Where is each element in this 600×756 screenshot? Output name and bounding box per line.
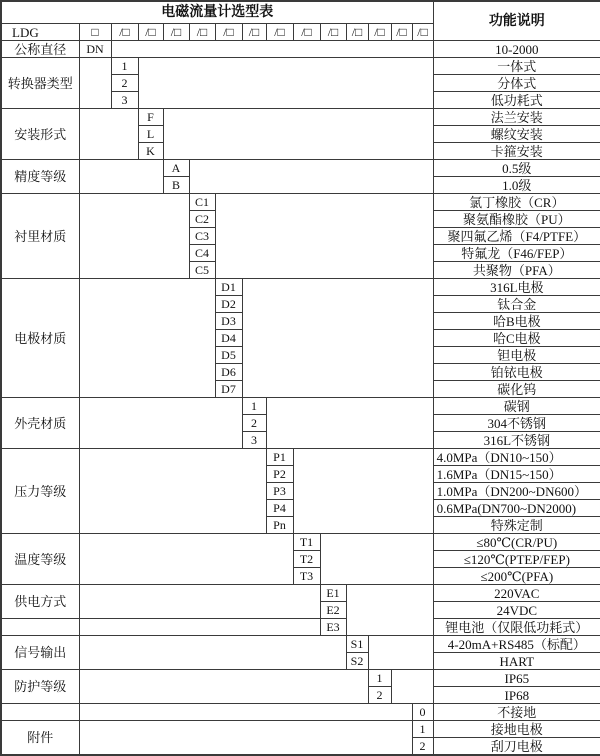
spacer-cell — [293, 500, 433, 517]
desc-cell: 1.0MPa（DN200~DN600） — [433, 483, 600, 500]
code-cell: L — [138, 126, 163, 143]
desc-cell: 接地电极 — [433, 721, 600, 738]
model-code-slot: /□ — [391, 24, 412, 41]
spacer-cell — [242, 330, 433, 347]
model-prefix: LDG — [1, 24, 79, 41]
spacer-cell — [242, 347, 433, 364]
code-cell: D3 — [215, 313, 242, 330]
spacer-cell — [79, 585, 320, 619]
spacer-cell — [391, 670, 433, 687]
category-label: 精度等级 — [1, 160, 79, 194]
spacer-cell — [79, 279, 215, 398]
desc-cell: 分体式 — [433, 75, 600, 92]
spacer-cell — [189, 177, 433, 194]
code-cell: S1 — [346, 636, 368, 653]
spacer-cell — [79, 721, 412, 756]
desc-cell: 304不锈钢 — [433, 415, 600, 432]
desc-cell: 刮刀电极 — [433, 738, 600, 756]
table-title: 电磁流量计选型表 — [1, 1, 433, 24]
desc-cell: 316L电极 — [433, 279, 600, 296]
spacer-cell — [242, 381, 433, 398]
desc-cell: 聚四氟乙烯（F4/PTFE） — [433, 228, 600, 245]
spacer-cell — [391, 687, 433, 704]
desc-cell: 特殊定制 — [433, 517, 600, 534]
desc-cell: 哈B电极 — [433, 313, 600, 330]
desc-cell: 聚氨酯橡胶（PU） — [433, 211, 600, 228]
desc-cell: 1.6MPa（DN15~150） — [433, 466, 600, 483]
code-cell: D5 — [215, 347, 242, 364]
code-cell: T2 — [293, 551, 320, 568]
category-label: 附件 — [1, 721, 79, 756]
spacer-cell — [320, 534, 433, 551]
spacer-cell — [242, 364, 433, 381]
desc-cell: 碳化钨 — [433, 381, 600, 398]
spacer-cell — [163, 109, 433, 126]
spacer-cell — [215, 211, 433, 228]
desc-cell: ≤120℃(PTEP/FEP) — [433, 551, 600, 568]
spacer-cell — [79, 534, 293, 585]
code-cell: C1 — [189, 194, 215, 211]
code-cell: T3 — [293, 568, 320, 585]
code-cell: C3 — [189, 228, 215, 245]
desc-cell: 316L不锈钢 — [433, 432, 600, 449]
code-cell: F — [138, 109, 163, 126]
desc-cell: 法兰安装 — [433, 109, 600, 126]
spacer-cell — [163, 126, 433, 143]
model-code-slot: /□ — [242, 24, 266, 41]
category-label: 转换器类型 — [1, 58, 79, 109]
code-cell: 1 — [111, 58, 138, 75]
function-header: 功能说明 — [433, 1, 600, 41]
code-cell: B — [163, 177, 189, 194]
spacer-cell — [79, 398, 242, 449]
code-cell: 1 — [242, 398, 266, 415]
code-cell: 0 — [412, 704, 433, 721]
spacer-cell — [138, 58, 433, 75]
desc-cell: ≤80℃(CR/PU) — [433, 534, 600, 551]
model-code-slot: /□ — [320, 24, 346, 41]
spacer-cell — [368, 636, 433, 653]
model-code-slot: /□ — [138, 24, 163, 41]
desc-cell: 铂铱电极 — [433, 364, 600, 381]
category-label-empty — [1, 619, 79, 636]
spacer-cell — [242, 296, 433, 313]
model-code-slot: /□ — [412, 24, 433, 41]
desc-cell: 10-2000 — [433, 41, 600, 58]
category-label: 供电方式 — [1, 585, 79, 619]
code-cell: C2 — [189, 211, 215, 228]
spacer-cell — [293, 449, 433, 466]
desc-cell: IP68 — [433, 687, 600, 704]
code-cell: E2 — [320, 602, 346, 619]
code-cell: E3 — [320, 619, 346, 636]
code-cell: Pn — [266, 517, 293, 534]
spacer-cell — [79, 619, 320, 636]
spacer-cell — [79, 704, 412, 721]
desc-cell: 氯丁橡胶（CR） — [433, 194, 600, 211]
code-cell: 1 — [412, 721, 433, 738]
desc-cell: 特氟龙（F46/FEP） — [433, 245, 600, 262]
code-cell: 1 — [368, 670, 391, 687]
spacer-cell — [215, 194, 433, 211]
spacer-cell — [111, 41, 433, 58]
code-cell: DN — [79, 41, 111, 58]
code-cell: 2 — [412, 738, 433, 756]
model-code-slot: /□ — [189, 24, 215, 41]
category-label: 信号输出 — [1, 636, 79, 670]
spacer-cell — [79, 58, 111, 109]
model-code-slot: /□ — [163, 24, 189, 41]
category-label: 温度等级 — [1, 534, 79, 585]
spacer-cell — [79, 670, 368, 704]
desc-cell: 0.5级 — [433, 160, 600, 177]
code-cell: C5 — [189, 262, 215, 279]
model-code-slot: /□ — [293, 24, 320, 41]
desc-cell: 一体式 — [433, 58, 600, 75]
spacer-cell — [368, 653, 433, 670]
spacer-cell — [293, 466, 433, 483]
model-code-slot: /□ — [368, 24, 391, 41]
desc-cell: 220VAC — [433, 585, 600, 602]
desc-cell: IP65 — [433, 670, 600, 687]
spacer-cell — [293, 483, 433, 500]
code-cell: 3 — [111, 92, 138, 109]
desc-cell: 0.6MPa(DN700~DN2000) — [433, 500, 600, 517]
spacer-cell — [79, 636, 346, 670]
desc-cell: 低功耗式 — [433, 92, 600, 109]
spacer-cell — [215, 262, 433, 279]
desc-cell: 4.0MPa（DN10~150） — [433, 449, 600, 466]
category-label: 衬里材质 — [1, 194, 79, 279]
desc-cell: 共聚物（PFA） — [433, 262, 600, 279]
spacer-cell — [242, 279, 433, 296]
code-cell: D2 — [215, 296, 242, 313]
model-code-slot: /□ — [346, 24, 368, 41]
code-cell: 2 — [368, 687, 391, 704]
model-box-slot: □ — [79, 24, 111, 41]
spacer-cell — [138, 92, 433, 109]
code-cell: D6 — [215, 364, 242, 381]
desc-cell: 24VDC — [433, 602, 600, 619]
spacer-cell — [266, 432, 433, 449]
category-label: 电极材质 — [1, 279, 79, 398]
spacer-cell — [346, 602, 433, 619]
code-cell: 2 — [111, 75, 138, 92]
category-label: 安装形式 — [1, 109, 79, 160]
code-cell: C4 — [189, 245, 215, 262]
desc-cell: 1.0级 — [433, 177, 600, 194]
code-cell: P4 — [266, 500, 293, 517]
desc-cell: 螺纹安装 — [433, 126, 600, 143]
desc-cell: HART — [433, 653, 600, 670]
code-cell: P3 — [266, 483, 293, 500]
desc-cell: 卡箍安装 — [433, 143, 600, 160]
code-cell: D4 — [215, 330, 242, 347]
spacer-cell — [215, 228, 433, 245]
code-cell: D7 — [215, 381, 242, 398]
desc-cell: 不接地 — [433, 704, 600, 721]
desc-cell: 钽电极 — [433, 347, 600, 364]
spacer-cell — [215, 245, 433, 262]
category-label: 压力等级 — [1, 449, 79, 534]
desc-cell: 哈C电极 — [433, 330, 600, 347]
model-code-slot: /□ — [266, 24, 293, 41]
spacer-cell — [163, 143, 433, 160]
code-cell: P2 — [266, 466, 293, 483]
model-code-slot: /□ — [111, 24, 138, 41]
code-cell: E1 — [320, 585, 346, 602]
spacer-cell — [346, 585, 433, 602]
spacer-cell — [138, 75, 433, 92]
category-label-empty — [1, 704, 79, 721]
spacer-cell — [242, 313, 433, 330]
spacer-cell — [79, 449, 266, 534]
category-label: 外壳材质 — [1, 398, 79, 449]
desc-cell: 锂电池（仅限低功耗式） — [433, 619, 600, 636]
spacer-cell — [346, 619, 433, 636]
desc-cell: 4-20mA+RS485（标配） — [433, 636, 600, 653]
spacer-cell — [189, 160, 433, 177]
category-label: 防护等级 — [1, 670, 79, 704]
code-cell: 2 — [242, 415, 266, 432]
spacer-cell — [293, 517, 433, 534]
desc-cell: 钛合金 — [433, 296, 600, 313]
code-cell: T1 — [293, 534, 320, 551]
code-cell: A — [163, 160, 189, 177]
spacer-cell — [320, 568, 433, 585]
spacer-cell — [79, 194, 189, 279]
desc-cell: 碳钢 — [433, 398, 600, 415]
category-label: 公称直径 — [1, 41, 79, 58]
model-code-slot: /□ — [215, 24, 242, 41]
code-cell: K — [138, 143, 163, 160]
spacer-cell — [266, 398, 433, 415]
spacer-cell — [79, 109, 138, 160]
spacer-cell — [79, 160, 163, 194]
code-cell: 3 — [242, 432, 266, 449]
code-cell: S2 — [346, 653, 368, 670]
desc-cell: ≤200℃(PFA) — [433, 568, 600, 585]
code-cell: D1 — [215, 279, 242, 296]
spacer-cell — [266, 415, 433, 432]
spacer-cell — [320, 551, 433, 568]
code-cell: P1 — [266, 449, 293, 466]
